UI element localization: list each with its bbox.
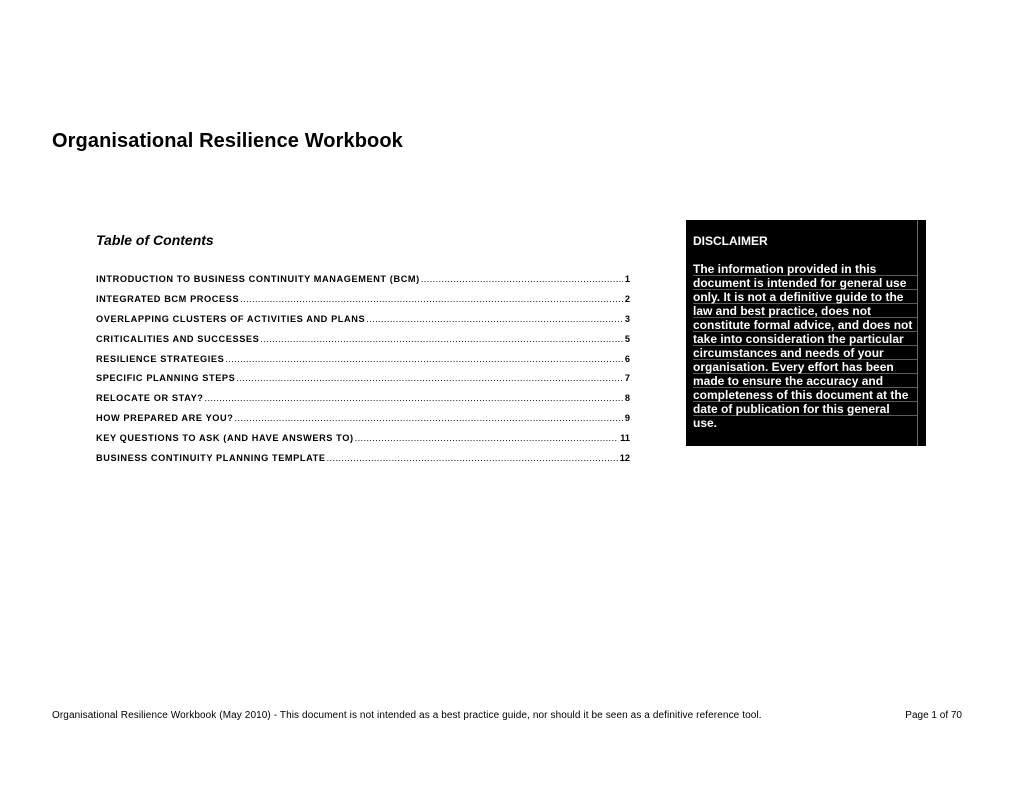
toc-dot-leader [260,334,622,344]
disclaimer-box [686,220,926,446]
toc-dot-leader [205,393,623,403]
disclaimer-title: DISCLAIMER [693,234,768,248]
toc-dot-leader [235,413,623,423]
toc-dot-leader [225,354,623,364]
toc-dot-leader [240,294,623,304]
toc-dot-leader [366,314,623,324]
toc-entry-key-questions[interactable] [96,433,630,453]
disclaimer-line: use. [693,416,718,430]
toc-entry-page: 5 [624,333,630,344]
toc-entry-label: KEY QUESTIONS TO ASK (AND HAVE ANSWERS TO) [96,433,354,444]
toc-entry-page: 9 [624,413,630,424]
toc-entry-label: CRITICALITIES AND SUCCESSES [96,333,260,344]
toc-entry-page: 2 [624,293,630,304]
disclaimer-line: The information provided in this [693,262,917,276]
document-title: Organisational Resilience Workbook [52,130,403,152]
table-of-contents [96,274,630,473]
toc-entry-label: BUSINESS CONTINUITY PLANNING TEMPLATE [96,453,326,464]
disclaimer-line: only. It is not a definitive guide to the [693,290,917,304]
toc-entry-label: SPECIFIC PLANNING STEPS [96,373,236,384]
toc-dot-leader [355,433,619,443]
toc-entry-relocate-or-stay[interactable] [96,393,630,413]
disclaimer-line: completeness of this document at the [693,388,917,402]
toc-entry-specific-planning-steps[interactable] [96,373,630,393]
toc-dot-leader [421,274,623,284]
footer-text: Organisational Resilience Workbook (May 2010) - This document is not intended as a best practice guide, nor should it be seen as a definitive reference tool. [52,710,762,721]
toc-entry-resilience-strategies[interactable] [96,354,630,374]
toc-entry-label: RELOCATE OR STAY? [96,393,204,404]
disclaimer-divider [917,220,918,446]
disclaimer-line: organisation. Every effort has been [693,360,917,374]
toc-entry-page: 11 [620,433,630,444]
disclaimer-line: made to ensure the accuracy and [693,374,917,388]
toc-entry-introduction[interactable] [96,274,630,294]
toc-entry-label: OVERLAPPING CLUSTERS OF ACTIVITIES AND PLANS [96,313,366,324]
toc-entry-page: 12 [619,453,630,464]
disclaimer-line: constitute formal advice, and does not [693,318,917,332]
toc-entry-page: 8 [624,393,630,404]
toc-entry-label: INTEGRATED BCM PROCESS [96,293,240,304]
toc-entry-page: 1 [624,274,630,284]
toc-heading: Table of Contents [96,232,214,248]
disclaimer-line: date of publication for this general [693,402,917,416]
page-number: Page 1 of 70 [905,710,962,721]
toc-entry-page: 7 [624,373,630,384]
toc-entry-bcp-template[interactable] [96,453,630,473]
disclaimer-line: law and best practice, does not [693,304,917,318]
toc-entry-page: 6 [624,353,630,364]
toc-entry-how-prepared[interactable] [96,413,630,433]
toc-entry-page: 3 [624,313,630,324]
disclaimer-line: document is intended for general use [693,276,917,290]
toc-entry-overlapping-clusters[interactable] [96,314,630,334]
toc-dot-leader [236,373,622,383]
toc-entry-label: INTRODUCTION TO BUSINESS CONTINUITY MANAGEMENT (BCM) [96,274,420,284]
toc-entry-criticalities[interactable] [96,334,630,354]
toc-entry-integrated-bcm-process[interactable] [96,294,630,314]
toc-dot-leader [327,453,618,463]
disclaimer-line: take into consideration the particular [693,332,917,346]
toc-entry-label: RESILIENCE STRATEGIES [96,353,225,364]
disclaimer-line: circumstances and needs of your [693,346,917,360]
toc-entry-label: HOW PREPARED ARE YOU? [96,413,234,424]
disclaimer-text [693,262,917,429]
